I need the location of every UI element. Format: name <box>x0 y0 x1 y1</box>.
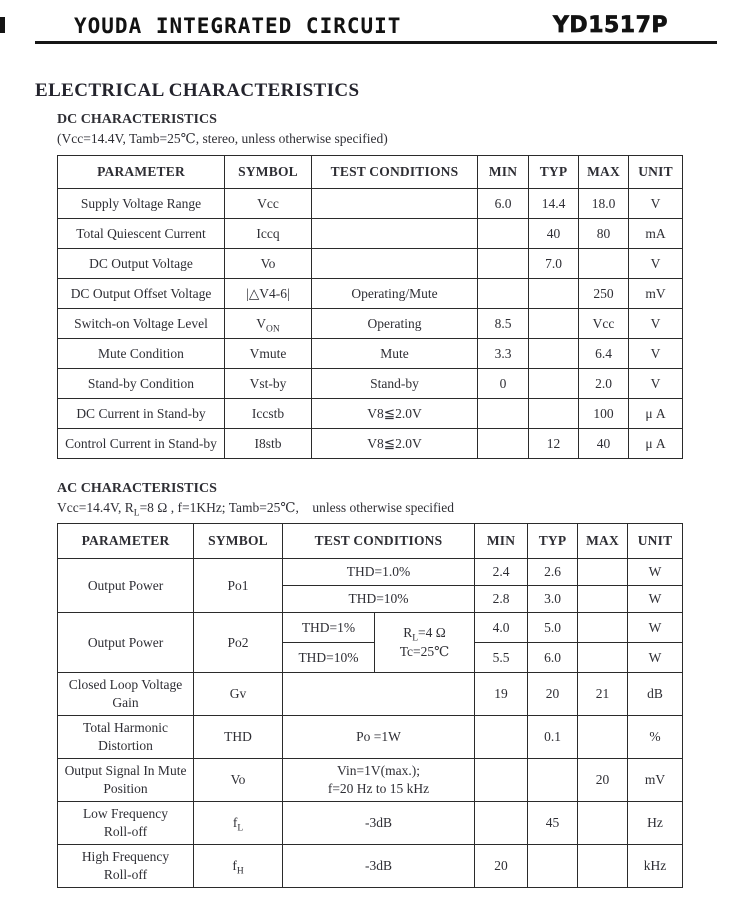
conditions-cell: Po =1W <box>283 716 475 759</box>
col-unit: UNIT <box>629 156 683 189</box>
table-row <box>58 219 683 249</box>
typ-cell: 45 <box>528 802 578 845</box>
conditions-cell: Mute <box>312 339 478 369</box>
typ-cell: 7.0 <box>529 249 579 279</box>
typ-cell <box>529 309 579 339</box>
symbol-cell: Po1 <box>194 559 283 613</box>
unit-cell: V <box>629 249 683 279</box>
max-cell <box>578 586 628 613</box>
symbol-cell: |△V4-6| <box>225 279 312 309</box>
unit-cell: Hz <box>628 802 683 845</box>
min-cell <box>478 429 529 459</box>
typ-cell: 2.6 <box>528 559 578 586</box>
parameter-cell: Supply Voltage Range <box>58 189 225 219</box>
col-typ: TYP <box>528 524 578 559</box>
parameter-cell: Low Frequency Roll-off <box>58 802 194 845</box>
parameter-cell: Stand-by Condition <box>58 369 225 399</box>
unit-cell: μ A <box>629 399 683 429</box>
table-row <box>58 802 683 845</box>
symbol-cell: Po2 <box>194 613 283 673</box>
max-cell: 250 <box>579 279 629 309</box>
conditions-cell: V8≦2.0V <box>312 399 478 429</box>
unit-cell: W <box>628 586 683 613</box>
min-cell <box>478 249 529 279</box>
table-row <box>58 369 683 399</box>
symbol-cell: Gv <box>194 673 283 716</box>
conditions-cell: Stand-by <box>312 369 478 399</box>
col-test-conditions: TEST CONDITIONS <box>312 156 478 189</box>
table-row <box>58 716 683 759</box>
symbol-cell: Iccq <box>225 219 312 249</box>
max-cell: 20 <box>578 759 628 802</box>
typ-cell <box>528 845 578 888</box>
typ-cell: 6.0 <box>528 643 578 673</box>
table-row <box>58 429 683 459</box>
unit-cell: V <box>629 339 683 369</box>
table-row <box>58 189 683 219</box>
col-unit: UNIT <box>628 524 683 559</box>
parameter-cell: DC Output Offset Voltage <box>58 279 225 309</box>
conditions-cell <box>312 219 478 249</box>
parameter-cell: High Frequency Roll-off <box>58 845 194 888</box>
symbol-cell: $f_L$ <box>194 802 283 845</box>
typ-cell <box>529 339 579 369</box>
conditions-cell <box>283 673 475 716</box>
table-row <box>58 673 683 716</box>
page-title: ELECTRICAL CHARACTERISTICS <box>35 80 360 101</box>
table-row <box>58 845 683 888</box>
parameter-cell: Total Harmonic Distortion <box>58 716 194 759</box>
part-number: YD1517P <box>553 13 669 38</box>
conditions-cell <box>312 249 478 279</box>
max-cell: 80 <box>579 219 629 249</box>
typ-cell: 20 <box>528 673 578 716</box>
unit-cell: kHz <box>628 845 683 888</box>
conditions-cell <box>312 189 478 219</box>
unit-cell: mV <box>629 279 683 309</box>
min-cell: 0 <box>478 369 529 399</box>
min-cell <box>475 802 528 845</box>
ac-section-conditions: Vcc=14.4V, $R_L=8$ Ω , f=1KHz; Tamb=25℃, unless otherwise specified <box>57 500 455 519</box>
unit-cell: mA <box>629 219 683 249</box>
symbol-cell: Vo <box>194 759 283 802</box>
min-cell <box>478 219 529 249</box>
shared-conditions-cell: $R_L=4$ Ω Tc=25℃ <box>375 613 475 673</box>
typ-cell: 3.0 <box>528 586 578 613</box>
conditions-cell: V8≦2.0V <box>312 429 478 459</box>
unit-cell: V <box>629 369 683 399</box>
col-symbol: SYMBOL <box>225 156 312 189</box>
conditions-cell: Operating/Mute <box>312 279 478 309</box>
typ-cell: 0.1 <box>528 716 578 759</box>
dc-section-conditions: (Vcc=14.4V, Tamb=25℃, stereo, unless otherwise specified) <box>57 131 388 146</box>
conditions-cell: -3dB <box>283 845 475 888</box>
min-cell <box>478 399 529 429</box>
max-cell <box>578 613 628 643</box>
parameter-cell: DC Output Voltage <box>58 249 225 279</box>
max-cell: Vcc <box>579 309 629 339</box>
table-row <box>58 613 683 643</box>
header-rule <box>35 41 717 44</box>
max-cell: 2.0 <box>579 369 629 399</box>
table-row <box>58 759 683 802</box>
typ-cell: 14.4 <box>529 189 579 219</box>
min-cell <box>478 279 529 309</box>
max-cell: 40 <box>579 429 629 459</box>
typ-cell <box>529 279 579 309</box>
parameter-cell: Mute Condition <box>58 339 225 369</box>
min-cell <box>475 716 528 759</box>
table-row <box>58 309 683 339</box>
ac-table-header-row <box>58 524 683 559</box>
max-cell: 21 <box>578 673 628 716</box>
min-cell: 3.3 <box>478 339 529 369</box>
scan-artifact <box>0 17 5 33</box>
min-cell: 2.8 <box>475 586 528 613</box>
max-cell <box>578 643 628 673</box>
min-cell: 6.0 <box>478 189 529 219</box>
symbol-cell: Iccstb <box>225 399 312 429</box>
conditions-cell: THD=10% <box>283 643 375 673</box>
parameter-cell: Control Current in Stand-by <box>58 429 225 459</box>
parameter-cell: Closed Loop Voltage Gain <box>58 673 194 716</box>
min-cell: 2.4 <box>475 559 528 586</box>
typ-cell: 12 <box>529 429 579 459</box>
unit-cell: mV <box>628 759 683 802</box>
conditions-cell: Operating <box>312 309 478 339</box>
table-row <box>58 399 683 429</box>
table-row <box>58 249 683 279</box>
symbol-cell: Vcc <box>225 189 312 219</box>
max-cell <box>578 716 628 759</box>
conditions-cell: THD=1.0% <box>283 559 475 586</box>
parameter-cell: Switch-on Voltage Level <box>58 309 225 339</box>
min-cell <box>475 759 528 802</box>
typ-cell <box>529 369 579 399</box>
col-symbol: SYMBOL <box>194 524 283 559</box>
unit-cell: W <box>628 643 683 673</box>
col-typ: TYP <box>529 156 579 189</box>
symbol-cell: THD <box>194 716 283 759</box>
col-parameter: PARAMETER <box>58 156 225 189</box>
min-cell: 5.5 <box>475 643 528 673</box>
table-row <box>58 339 683 369</box>
typ-cell <box>529 399 579 429</box>
max-cell: 18.0 <box>579 189 629 219</box>
col-test-conditions: TEST CONDITIONS <box>283 524 475 559</box>
dc-characteristics-table <box>57 155 683 459</box>
col-min: MIN <box>475 524 528 559</box>
max-cell <box>578 559 628 586</box>
dc-table-header-row <box>58 156 683 189</box>
min-cell: 19 <box>475 673 528 716</box>
unit-cell: dB <box>628 673 683 716</box>
col-min: MIN <box>478 156 529 189</box>
table-row <box>58 279 683 309</box>
unit-cell: W <box>628 559 683 586</box>
col-parameter: PARAMETER <box>58 524 194 559</box>
ac-section-title: AC CHARACTERISTICS <box>57 481 217 496</box>
unit-cell: V <box>629 309 683 339</box>
typ-cell <box>528 759 578 802</box>
conditions-cell: Vin=1V(max.); f=20 Hz to 15 kHz <box>283 759 475 802</box>
max-cell: 100 <box>579 399 629 429</box>
unit-cell: % <box>628 716 683 759</box>
symbol-cell: Vo <box>225 249 312 279</box>
min-cell: 4.0 <box>475 613 528 643</box>
parameter-cell: Output Signal In Mute Position <box>58 759 194 802</box>
parameter-cell: DC Current in Stand-by <box>58 399 225 429</box>
col-max: MAX <box>578 524 628 559</box>
unit-cell: μ A <box>629 429 683 459</box>
symbol-cell: I8stb <box>225 429 312 459</box>
typ-cell: 40 <box>529 219 579 249</box>
min-cell: 20 <box>475 845 528 888</box>
conditions-cell: -3dB <box>283 802 475 845</box>
symbol-cell: $f_H$ <box>194 845 283 888</box>
symbol-cell: Vst-by <box>225 369 312 399</box>
col-max: MAX <box>579 156 629 189</box>
dc-section-title: DC CHARACTERISTICS <box>57 112 217 127</box>
parameter-cell: Output Power <box>58 613 194 673</box>
max-cell <box>578 802 628 845</box>
table-row <box>58 559 683 586</box>
max-cell <box>578 845 628 888</box>
symbol-cell: Vmute <box>225 339 312 369</box>
unit-cell: W <box>628 613 683 643</box>
company-name: YOUDA INTEGRATED CIRCUIT <box>74 14 402 38</box>
symbol-cell: $V_{ON}$ <box>225 309 312 339</box>
conditions-cell: THD=10% <box>283 586 475 613</box>
parameter-cell: Total Quiescent Current <box>58 219 225 249</box>
ac-characteristics-table <box>57 523 683 888</box>
max-cell: 6.4 <box>579 339 629 369</box>
conditions-cell: THD=1% <box>283 613 375 643</box>
unit-cell: V <box>629 189 683 219</box>
typ-cell: 5.0 <box>528 613 578 643</box>
parameter-cell: Output Power <box>58 559 194 613</box>
min-cell: 8.5 <box>478 309 529 339</box>
max-cell <box>579 249 629 279</box>
